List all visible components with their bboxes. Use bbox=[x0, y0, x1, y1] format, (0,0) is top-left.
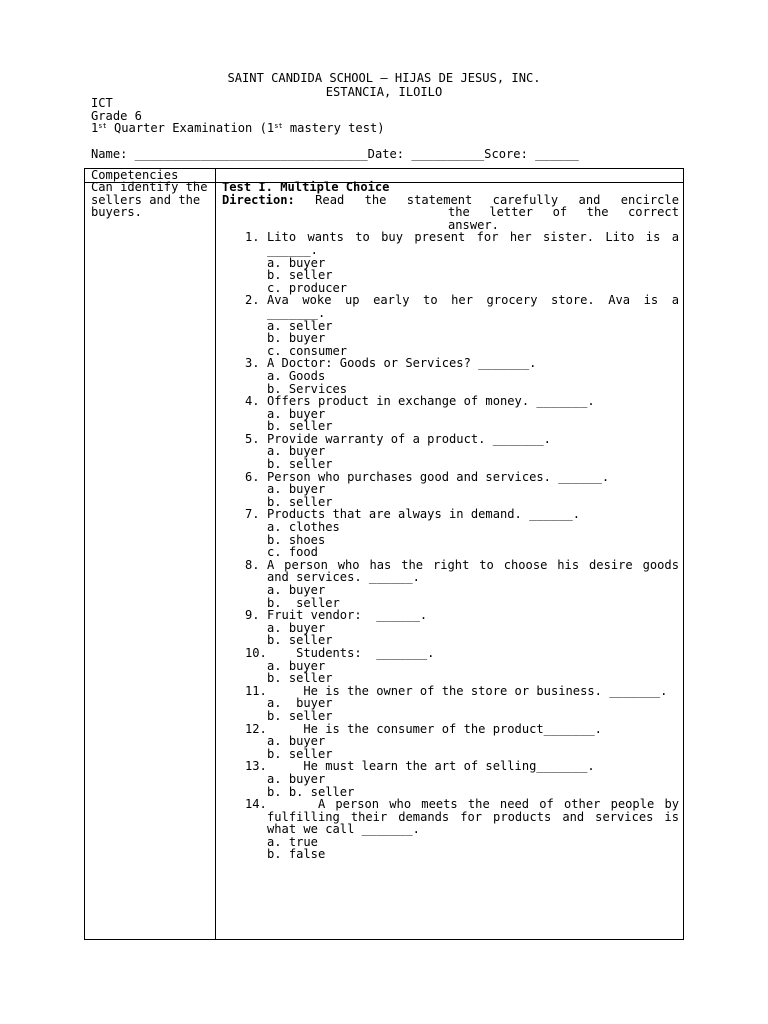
question-item bbox=[222, 293, 687, 320]
question-number: 12. bbox=[245, 721, 267, 736]
question-item bbox=[222, 395, 679, 408]
question-number: 7. bbox=[245, 507, 260, 522]
question-text: Students: _______. bbox=[267, 645, 435, 660]
question-item bbox=[222, 723, 679, 736]
answer-option[interactable]: b. seller bbox=[267, 595, 340, 610]
answer-option[interactable]: c. producer bbox=[267, 280, 348, 295]
test-content bbox=[222, 180, 687, 862]
question-item bbox=[222, 797, 687, 837]
answer-option[interactable]: c. food bbox=[267, 545, 318, 560]
direction-line-3: answer. bbox=[448, 217, 499, 232]
question-text: Lito wants to buy present for her sister. Lito is a ______. bbox=[267, 230, 687, 257]
answer-option[interactable]: b. shoes bbox=[267, 532, 326, 547]
answer-option[interactable]: b. seller bbox=[267, 494, 333, 509]
competency-text: Can identify the sellers and the buyers. bbox=[91, 180, 208, 220]
question-text: Ava woke up early to her grocery store. Ava is a _______. bbox=[267, 293, 687, 320]
answer-option[interactable]: b. seller bbox=[267, 708, 333, 723]
answer-option[interactable]: b. Services bbox=[267, 381, 348, 396]
answer-option[interactable]: a. Goods bbox=[267, 368, 326, 383]
answer-option[interactable]: b. b. seller bbox=[267, 784, 355, 799]
question-text: Provide warranty of a product. _______. bbox=[267, 431, 551, 446]
question-item bbox=[222, 760, 679, 773]
question-number: 4. bbox=[245, 394, 260, 409]
question-number: 2. bbox=[245, 293, 260, 308]
question-text: He is the owner of the store or business. _______. bbox=[267, 683, 668, 698]
question-item bbox=[222, 647, 679, 660]
grade-label: Grade 6 bbox=[91, 109, 142, 123]
answer-option[interactable]: b. seller bbox=[267, 746, 333, 761]
direction-line-2: the letter of the correct bbox=[448, 205, 679, 220]
question-number: 10. bbox=[245, 645, 267, 660]
answer-option[interactable]: a. buyer bbox=[267, 620, 326, 635]
question-text: He must learn the art of selling_______. bbox=[267, 759, 595, 774]
question-item bbox=[222, 609, 679, 622]
answer-option[interactable]: b. seller bbox=[267, 671, 333, 686]
answer-option[interactable]: a. seller bbox=[267, 318, 333, 333]
exam-table bbox=[84, 168, 687, 940]
question-text: Fruit vendor: ______. bbox=[267, 608, 428, 623]
question-item bbox=[222, 508, 679, 521]
question-text: A person who meets the need of other people by fulfilling their demands for products and services is what we call _______. bbox=[267, 797, 687, 837]
question-text: Person who purchases good and services. ______. bbox=[267, 469, 610, 484]
answer-option[interactable]: b. buyer bbox=[267, 331, 326, 346]
question-number: 6. bbox=[245, 469, 260, 484]
subject-label: ICT bbox=[91, 96, 113, 110]
question-number: 11. bbox=[245, 683, 267, 698]
question-number: 14. bbox=[245, 797, 267, 812]
question-item bbox=[222, 357, 679, 370]
answer-option[interactable]: c. consumer bbox=[267, 343, 348, 358]
question-number: 5. bbox=[245, 431, 260, 446]
question-text: He is the consumer of the product_______. bbox=[267, 721, 602, 736]
answer-option[interactable]: b. seller bbox=[267, 268, 333, 283]
answer-option[interactable]: a. buyer bbox=[267, 583, 326, 597]
answer-option[interactable]: a. buyer bbox=[267, 406, 326, 421]
name-date-score-line: Name: ________________________________Date: __________Score: ______ bbox=[91, 147, 579, 161]
question-text: A person who has the right to choose his desire goods and services. ______. bbox=[267, 557, 687, 585]
question-text: A Doctor: Goods or Services? _______. bbox=[267, 356, 537, 371]
answer-option[interactable]: b. seller bbox=[267, 419, 333, 434]
question-number: 1. bbox=[245, 230, 260, 245]
question-item bbox=[222, 433, 679, 446]
question-number: 3. bbox=[245, 356, 260, 371]
answer-option[interactable]: a. buyer bbox=[267, 696, 333, 711]
answer-option[interactable]: a. buyer bbox=[267, 255, 326, 270]
school-location: ESTANCIA, ILOILO bbox=[325, 85, 443, 99]
question-item bbox=[222, 471, 679, 484]
question-item bbox=[222, 557, 687, 585]
test-title: Test I. Multiple Choice bbox=[222, 180, 390, 194]
answer-option[interactable]: a. buyer bbox=[267, 482, 326, 497]
question-text: Offers product in exchange of money. _______. bbox=[267, 394, 595, 409]
competencies-header: Competencies bbox=[91, 168, 179, 182]
answer-option[interactable]: a. buyer bbox=[267, 734, 326, 749]
answer-option[interactable]: a. buyer bbox=[267, 771, 326, 786]
answer-option[interactable]: b. seller bbox=[267, 457, 333, 472]
question-item bbox=[222, 685, 679, 698]
answer-option[interactable]: b. false bbox=[267, 847, 326, 862]
question-list bbox=[222, 230, 687, 862]
question-number: 13. bbox=[245, 759, 267, 774]
answer-option[interactable]: a. buyer bbox=[267, 658, 326, 673]
answer-option[interactable]: a. clothes bbox=[267, 520, 340, 535]
question-number: 9. bbox=[245, 608, 260, 623]
question-number: 8. bbox=[245, 557, 260, 572]
column-divider bbox=[215, 169, 216, 939]
direction-line: Direction: Read the statement carefully and encircle bbox=[222, 192, 679, 207]
question-text: Products that are always in demand. ______. bbox=[267, 507, 581, 522]
school-name: SAINT CANDIDA SCHOOL – HIJAS DE JESUS, INC. bbox=[227, 71, 541, 85]
answer-option[interactable]: a. buyer bbox=[267, 444, 326, 459]
question-item bbox=[222, 230, 687, 257]
answer-option[interactable]: b. seller bbox=[267, 633, 333, 648]
answer-option[interactable]: a. true bbox=[267, 834, 318, 849]
exam-title: 1st Quarter Examination (1st mastery test) bbox=[91, 121, 385, 135]
